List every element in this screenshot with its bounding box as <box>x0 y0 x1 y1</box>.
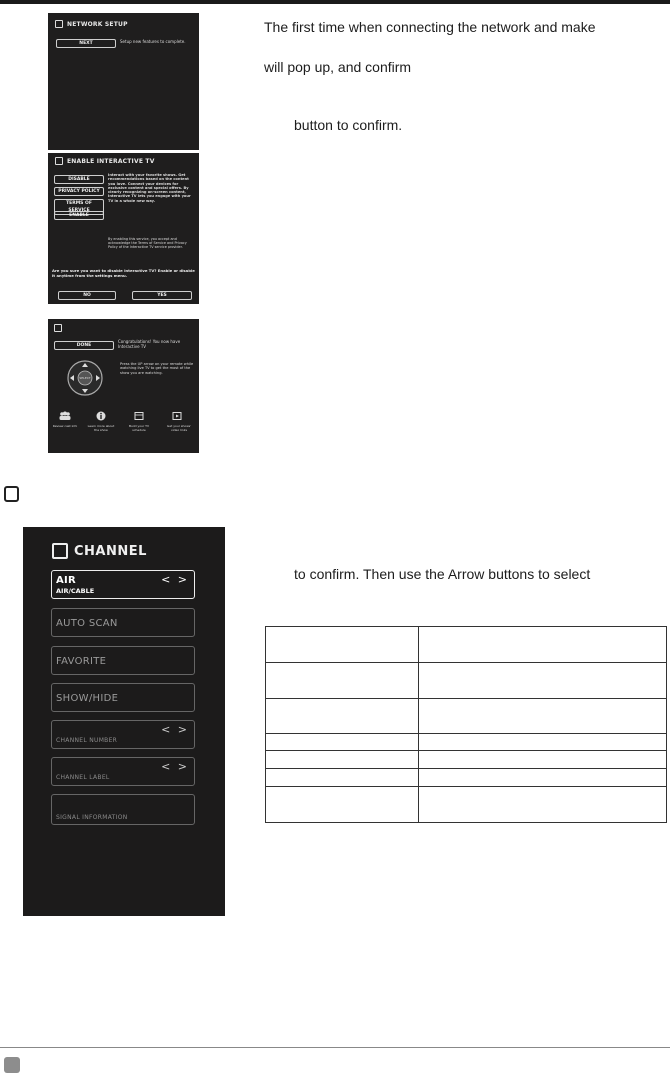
feature-schedule: Build your TV schedule <box>128 424 150 432</box>
table-cell <box>266 787 419 823</box>
interactive-tv-screenshot <box>48 153 199 304</box>
instruction-line-1: The first time when connecting the network and make <box>264 19 596 35</box>
table-row <box>266 734 667 751</box>
table-cell <box>419 627 667 663</box>
bottom-rule <box>0 1047 670 1048</box>
menu-square-icon <box>52 543 68 559</box>
next-button[interactable]: NEXT <box>56 39 116 48</box>
done-screenshot <box>48 319 199 453</box>
menu-item-channel-label[interactable]: CHANNEL LABEL < > <box>51 757 195 786</box>
no-button[interactable]: NO <box>58 291 116 300</box>
people-icon <box>59 411 71 421</box>
video-link-icon <box>172 411 182 421</box>
table-cell <box>419 787 667 823</box>
menu-item-favorite[interactable]: FAVORITE <box>51 646 195 675</box>
left-right-arrows-icon: < > <box>161 573 189 586</box>
menu-item-auto-scan[interactable]: AUTO SCAN <box>51 608 195 637</box>
feature-video-links: Get your shows' video links <box>166 424 192 432</box>
disable-prompt: Are you sure you want to disable Interactive TV? Enable or disable it anytime from the settings menu. <box>52 268 195 278</box>
table-row <box>266 663 667 699</box>
done-button[interactable]: DONE <box>54 341 114 350</box>
menu-square-icon <box>55 20 63 28</box>
table-cell <box>419 699 667 734</box>
instruction-line-3: button to confirm. <box>294 117 403 133</box>
remote-select-label: SELECT <box>79 376 91 380</box>
top-rule <box>0 0 670 4</box>
disable-button[interactable]: DISABLE <box>54 175 104 184</box>
table-row <box>266 627 667 663</box>
menu-square-icon <box>55 157 63 165</box>
table-cell <box>266 699 419 734</box>
table-cell <box>266 663 419 699</box>
network-setup-title: NETWORK SETUP <box>55 20 128 28</box>
page-number-badge <box>4 1057 20 1073</box>
menu-item-air[interactable]: AIR AIR/CABLE < > <box>51 570 195 599</box>
privacy-policy-button[interactable]: PRIVACY POLICY <box>54 187 104 196</box>
menu-item-signal-information[interactable]: SIGNAL INFORMATION <box>51 794 195 825</box>
terms-of-service-button[interactable]: TERMS OF SERVICE <box>54 199 104 215</box>
table-cell <box>419 663 667 699</box>
table-row <box>266 787 667 823</box>
table-row <box>266 699 667 734</box>
done-message: Congratulations! You now have Interactive TV <box>118 339 181 349</box>
menu-item-show-hide[interactable]: SHOW/HIDE <box>51 683 195 712</box>
menu-square-icon <box>54 324 62 332</box>
network-setup-description: Setup new features to complete. <box>120 39 186 44</box>
channel-menu-screenshot <box>23 527 225 916</box>
menu-item-channel-number[interactable]: CHANNEL NUMBER < > <box>51 720 195 749</box>
table-cell <box>266 627 419 663</box>
table-cell <box>419 734 667 751</box>
info-icon <box>96 411 106 421</box>
channel-menu-title: CHANNEL <box>52 543 147 559</box>
instruction-line-4: to confirm. Then use the Arrow buttons to select <box>294 566 591 582</box>
enable-button[interactable]: ENABLE <box>54 211 104 220</box>
table-cell <box>266 734 419 751</box>
interactive-tv-title: ENABLE INTERACTIVE TV <box>55 157 155 165</box>
table-cell <box>419 769 667 787</box>
schedule-icon <box>134 411 144 421</box>
feature-learn-more: Learn more about the show <box>87 424 115 432</box>
options-table <box>265 626 667 823</box>
menu-button-icon <box>4 486 19 502</box>
left-right-arrows-icon: < > <box>161 723 189 736</box>
done-hint: Press the UP arrow on your remote while watching live TV to get the most of the show you are watching. <box>120 362 194 375</box>
left-right-arrows-icon: < > <box>161 760 189 773</box>
feature-cast-info: Review cast info <box>52 424 78 428</box>
interactive-tv-legal: By enabling this service, you accept and acknowledge the Terms of Service and Privacy Policy of the Interactive TV service provider. <box>108 237 187 250</box>
instruction-line-2: will pop up, and confirm <box>264 59 412 75</box>
table-cell <box>266 769 419 787</box>
yes-button[interactable]: YES <box>132 291 192 300</box>
table-row <box>266 751 667 769</box>
table-cell <box>419 751 667 769</box>
table-row <box>266 769 667 787</box>
table-cell <box>266 751 419 769</box>
interactive-tv-description: Interact with your favorite shows. Get recommendations based on the content you love. Connect your devices for exclusive content and special offers. By clearly recognizing on-screen content, Interactive TV lets you engage with your TV in a whole new way. <box>108 173 191 203</box>
network-setup-screenshot <box>48 13 199 150</box>
